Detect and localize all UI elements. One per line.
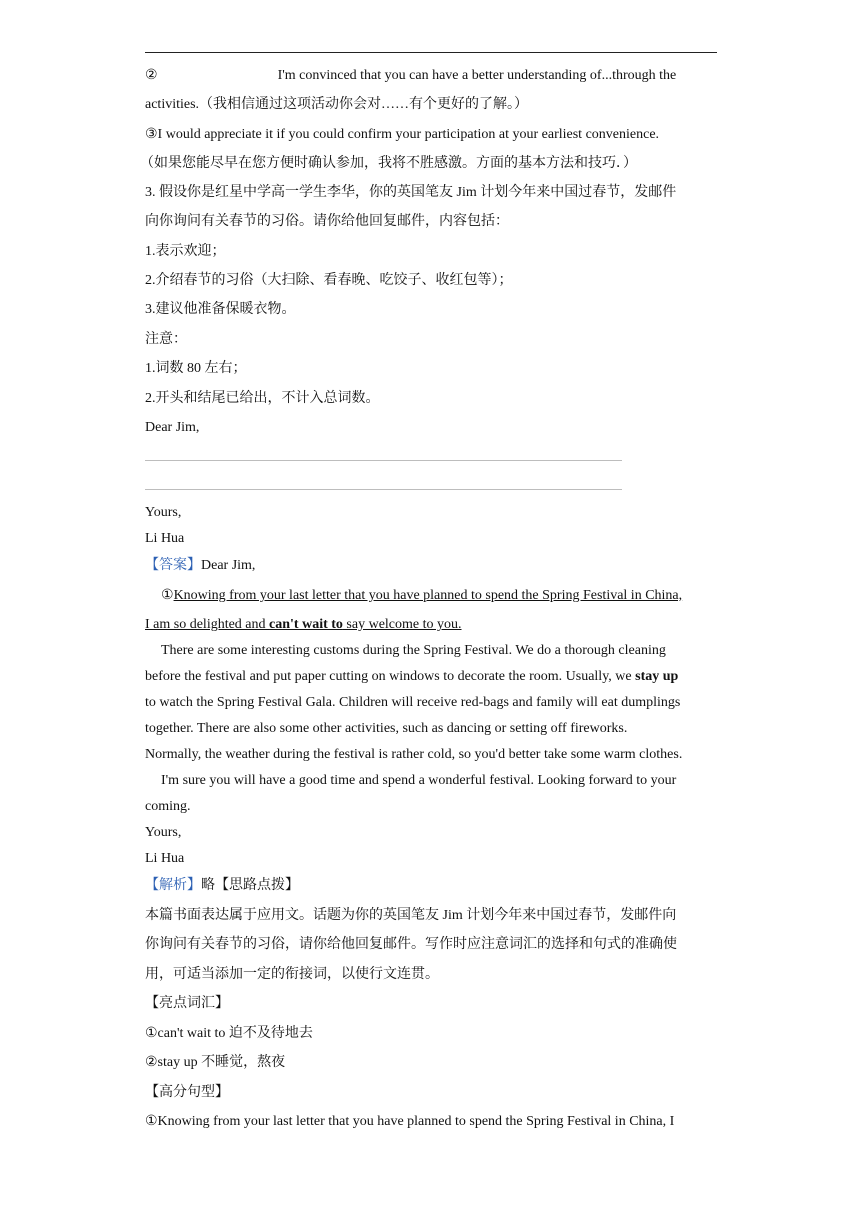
note-1: 1.词数 80 左右； [145,361,247,376]
sentence-pattern-heading: 【高分句型】 [145,1085,229,1100]
analysis-text: 用，可适当添加一定的衔接词，以使行文连贯。 [145,967,439,982]
letter-closing: Yours, [145,505,182,520]
answer-para-2-cont: Normally, the weather during the festival is rather cold, so you'd better take some warm clothes. [145,747,683,762]
answer-blank-line [145,489,622,490]
sentence-2: ② I'm convinced that you can have a better understanding of...through the [145,68,677,83]
sentence-3: ③I would appreciate it if you could confirm your participation at your earliest convenience. [145,127,660,142]
requirement-2: 2.介绍春节的习俗（大扫除、看春晚、吃饺子、收红包等）； [145,273,513,288]
answer-tag: 【答案】 [145,558,201,573]
letter-greeting: Dear Jim, [145,420,200,435]
note-heading: 注意： [145,332,187,347]
highlight-vocab-heading: 【亮点词汇】 [145,996,229,1011]
answer-para-1: ①Knowing from your last letter that you have planned to spend the Spring Festival in China, [161,588,683,603]
answer-greeting: Dear Jim, [201,558,256,573]
analysis-text: 本篇书面表达属于应用文。话题为你的英国笔友 Jim 计划今年来中国过春节，发邮件向 [145,908,677,923]
answer-signature: Li Hua [145,851,185,866]
answer-para-2-cont: together. There are also some other activities, such as dancing or setting off fireworks. [145,721,628,736]
question-3-stem: 3. 假设你是红星中学高一学生李华，你的英国笔友 Jim 计划今年来中国过春节，发邮件 [145,185,677,200]
answer-para-1-cont: I am so delighted and can't wait to say welcome to you. [145,617,462,632]
answer-para-2-cont: to watch the Spring Festival Gala. Children will receive red-bags and family will eat dumplings [145,695,681,710]
analysis-line: 【解析】略【思路点拨】 [145,878,299,893]
sentence-pattern-item: ①Knowing from your last letter that you have planned to spend the Spring Festival in China, I [145,1114,675,1129]
requirement-1: 1.表示欢迎； [145,244,226,259]
sentence-3-translation: （如果您能尽早在您方便时确认参加，我将不胜感激。方面的基本方法和技巧．） [140,156,637,171]
answer-para-3-cont: coming. [145,799,191,814]
answer-line [145,557,720,575]
answer-para-3: I'm sure you will have a good time and spend a wonderful festival. Looking forward to your [161,773,677,788]
sentence-2-cont: activities.（我相信通过这项活动你会对……有个更好的了解。） [145,97,529,112]
answer-para-2: There are some interesting customs during the Spring Festival. We do a thorough cleaning [161,643,666,658]
header-rule [145,52,717,53]
requirement-3: 3.建议他准备保暖衣物。 [145,302,296,317]
analysis-text: 你询问有关春节的习俗，请你给他回复邮件。写作时应注意词汇的选择和句式的准确使 [145,937,677,952]
analysis-tag: 【解析】 [145,878,201,893]
vocab-item: ①can't wait to 迫不及待地去 [145,1026,313,1041]
vocab-item: ②stay up 不睡觉，熬夜 [145,1055,286,1070]
note-2: 2.开头和结尾已给出，不计入总词数。 [145,391,380,406]
answer-closing: Yours, [145,825,182,840]
letter-signature: Li Hua [145,531,185,546]
answer-blank-line [145,460,622,461]
answer-para-2-cont: before the festival and put paper cutting on windows to decorate the room. Usually, we stay up [145,669,679,684]
question-3-stem-cont: 向你询问有关春节的习俗。请你给他回复邮件，内容包括： [145,214,509,229]
